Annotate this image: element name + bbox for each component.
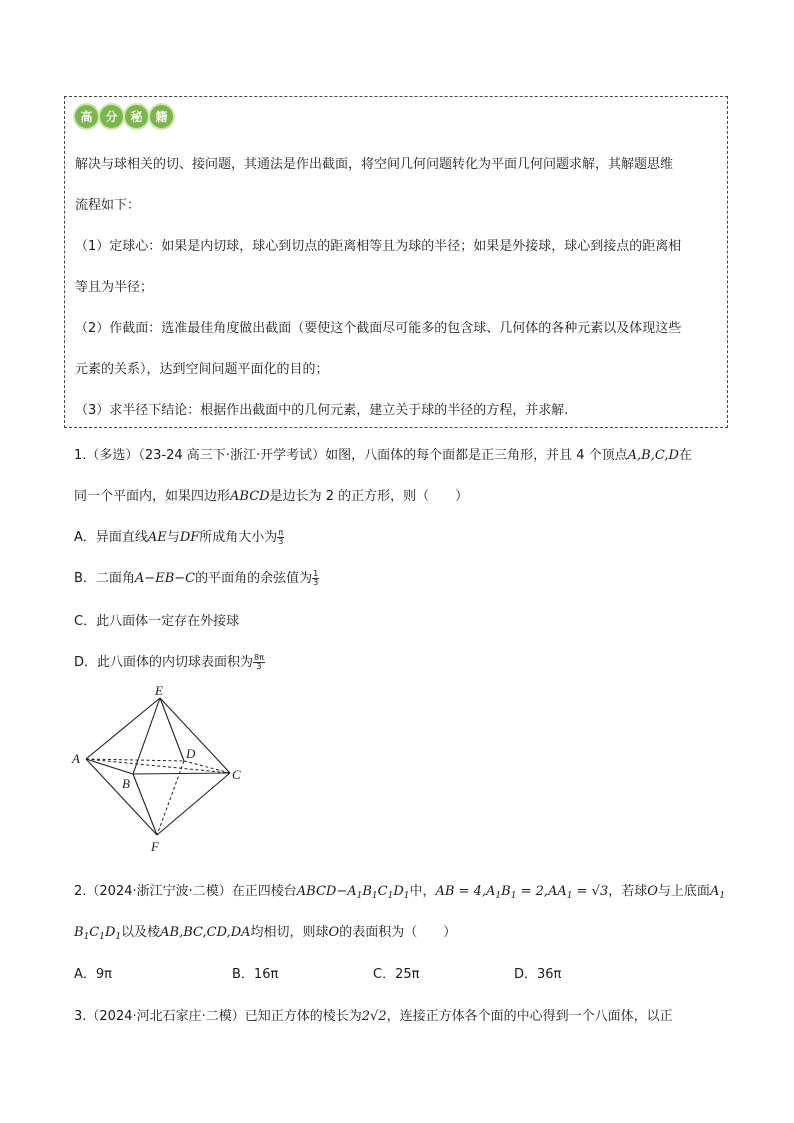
- q1-option-b: [74, 567, 319, 587]
- tip-box: [64, 96, 728, 428]
- vertex-label-b: B: [122, 776, 130, 791]
- fraction-denominator: 3: [278, 537, 284, 546]
- vertex-label-e: E: [155, 683, 163, 698]
- vertex-label-c: C: [232, 767, 241, 782]
- subscript: 1: [387, 891, 394, 901]
- q3-math: 2√2: [361, 1009, 387, 1024]
- option-text: B．二面角: [74, 571, 135, 586]
- q2-text: 均相切，则球: [250, 925, 329, 940]
- q2-math: C: [89, 925, 100, 940]
- subscript: 1: [403, 891, 410, 901]
- q2-text: 的表面积为（ ）: [339, 925, 457, 940]
- option-text: A．异面直线: [74, 530, 148, 545]
- tip-badge: 高: [75, 105, 98, 128]
- q2-text: 以及棱: [121, 925, 161, 940]
- q2-math: ABCD−A: [296, 884, 357, 899]
- q2-math: A: [709, 884, 720, 899]
- subscript: 1: [99, 932, 105, 942]
- q1-text: 1.（多选）（23-24 高三下·浙江·开学考试）如图，八面体的每个面都是正三角形，并且 4 个顶点: [74, 448, 628, 463]
- subscript: 1: [83, 932, 90, 942]
- tip-line: 等且为半径；: [75, 280, 154, 295]
- tip-badge: 籍: [150, 105, 173, 128]
- fraction-numerator: 1: [313, 569, 319, 578]
- fraction: [253, 654, 265, 671]
- option-text: 与: [166, 530, 180, 545]
- q2-option-a: A．9π: [74, 967, 112, 982]
- fraction-denominator: 3: [256, 662, 262, 671]
- q1-text: 在: [678, 448, 692, 463]
- edge-EC: [160, 698, 230, 773]
- tip-line: 解决与球相关的切、接问题，其通法是作出截面，将空间几何问题转化为平面几何问题求解，其解题思维: [75, 157, 674, 172]
- q3-text: ，连接正方体各个面的中心得到一个八面体，以正: [386, 1009, 673, 1024]
- q3-text: 3.（2024·河北石家庄·二模）已知正方体的棱长为: [74, 1009, 362, 1024]
- q2-line-1: [74, 880, 725, 901]
- q2-option-b: B．16π: [232, 967, 279, 982]
- option-math: DF: [179, 530, 200, 545]
- octahedron-figure: [64, 682, 254, 854]
- option-math: A−EB−C: [134, 571, 196, 586]
- option-text: D．此八面体的内切球表面积为: [74, 655, 254, 670]
- q2-math: = 2,AA: [516, 884, 567, 899]
- q1-line-1: [74, 444, 692, 463]
- tip-badge: 分: [100, 105, 123, 128]
- q2-line-2: [74, 921, 456, 942]
- q2-math: O: [647, 884, 658, 899]
- tip-line: 元素的关系），达到空间问题平面化的目的；: [75, 362, 329, 377]
- fraction-denominator: 3: [313, 578, 319, 587]
- q2-text: 中，: [409, 884, 436, 899]
- vertex-label-f: F: [151, 839, 159, 854]
- q1-line-2: [74, 485, 468, 504]
- fraction: [312, 570, 319, 587]
- subscript: 1: [566, 891, 573, 901]
- subscript: 1: [719, 891, 726, 901]
- q2-math: AB,BC,CD,DA: [160, 925, 251, 940]
- q1-option-a: [74, 526, 284, 546]
- q2-math: B: [362, 884, 372, 899]
- q2-math: B: [501, 884, 511, 899]
- edge-BF: [133, 774, 157, 835]
- edge-AD: [86, 759, 184, 761]
- fraction: [277, 529, 284, 546]
- option-math: AE: [147, 530, 167, 545]
- q1-text: 是边长为 2 的正方形，则（ ）: [269, 489, 469, 504]
- vertex-label-a: A: [72, 751, 80, 766]
- q1-text: 同一个平面内，如果四边形: [74, 489, 231, 504]
- edge-BC: [133, 773, 230, 774]
- q1-math: A,B,C,D: [627, 448, 679, 463]
- q2-text: ，若球: [608, 884, 648, 899]
- tip-badge: 秘: [125, 105, 148, 128]
- q2-math: B: [74, 925, 84, 940]
- tip-line: （1）定球心：如果是内切球，球心到切点的距离相等且为球的半径；如果是外接球，球心到接点的距离相: [75, 239, 682, 254]
- subscript: 1: [510, 891, 517, 901]
- q1-option-c: C．此八面体一定存在外接球: [74, 614, 240, 629]
- subscript: 1: [115, 932, 122, 942]
- vertex-label-d: D: [186, 746, 196, 761]
- q2-math: C: [377, 884, 388, 899]
- edge-ED: [160, 698, 184, 761]
- q2-option-c: C．25π: [373, 967, 420, 982]
- tip-line: （2）作截面：选准最佳角度做出截面（要使这个截面尽可能多的包含球、几何体的各种元素以及体现这些: [75, 321, 682, 336]
- q2-math: AB = 4,A: [435, 884, 496, 899]
- subscript: 1: [495, 891, 502, 901]
- option-text: 所成角大小为: [199, 530, 278, 545]
- q1-option-d: [74, 651, 265, 671]
- q2-text: 2.（2024·浙江宁波·二模）在正四棱台: [74, 884, 297, 899]
- fraction-numerator: 8π: [254, 653, 264, 662]
- q2-math: = √3: [572, 884, 609, 899]
- q2-text: 与上底面: [657, 884, 710, 899]
- option-text: 的平面角的余弦值为: [195, 571, 313, 586]
- subscript: 1: [371, 891, 378, 901]
- fraction-numerator: π: [278, 528, 284, 537]
- tip-line: 流程如下：: [75, 198, 141, 213]
- q2-math: O: [328, 925, 340, 940]
- tip-line: （3）求半径下结论：根据作出截面中的几何元素，建立关于球的半径的方程，并求解.: [75, 403, 569, 418]
- q1-math: ABCD: [230, 489, 270, 504]
- q2-option-d: D．36π: [514, 967, 562, 982]
- q2-math: D: [104, 925, 116, 940]
- subscript: 1: [356, 891, 363, 901]
- q3-line-1: [74, 1005, 673, 1024]
- q2-math: D: [393, 884, 404, 899]
- tip-badge-group: [75, 105, 173, 128]
